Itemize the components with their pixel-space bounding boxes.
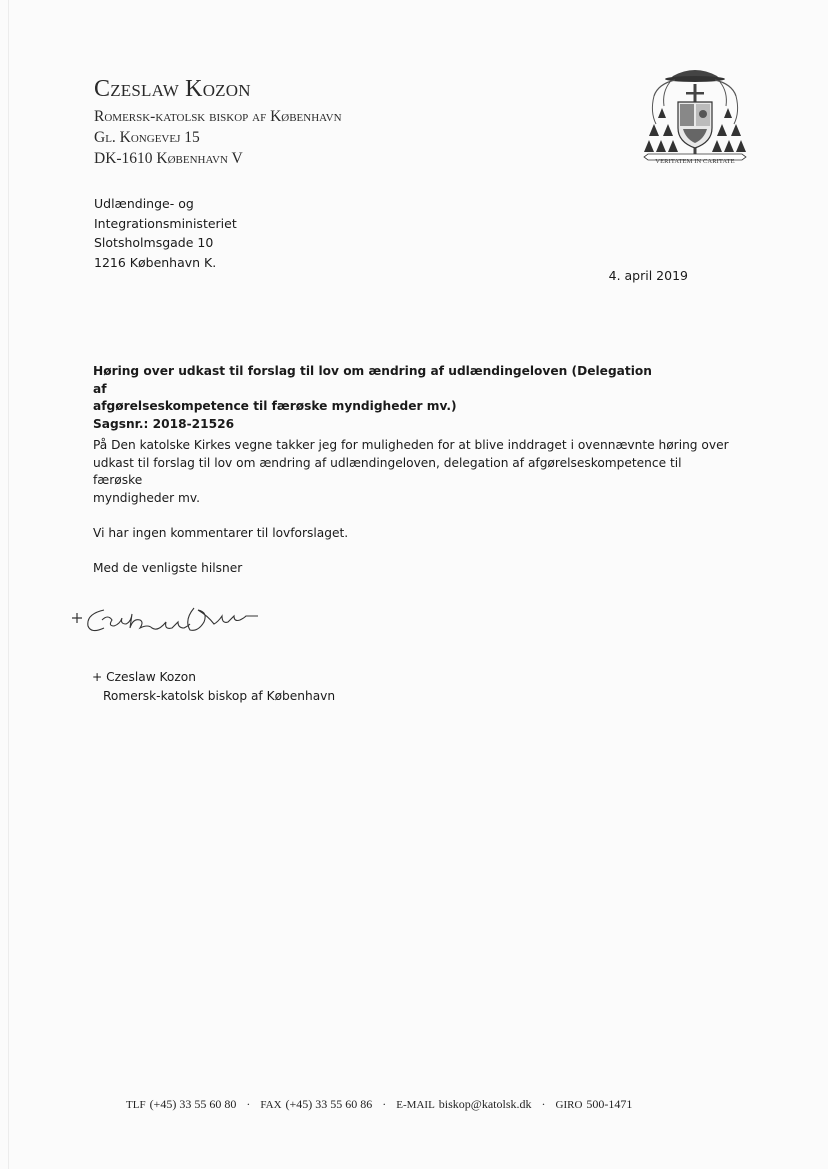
bishop-name: Czeslaw Kozon [94,76,251,102]
recipient-address [94,194,237,272]
handwritten-signature [66,600,266,640]
case-number: Sagsnr.: 2018-21526 [93,416,235,431]
footer-separator: · [541,1097,546,1111]
phone-number: (+45) 33 55 60 80 [149,1097,237,1111]
page-edge [8,0,9,1169]
recipient-line: Slotsholmsgade 10 [94,235,214,250]
footer-separator: · [382,1097,387,1111]
body-line: På Den katolske Kirkes vegne takker jeg for muligheden for at blive inddraget i ovennævnte høring over [93,438,729,452]
recipient-line: Udlændinge- og [94,196,194,211]
recipient-line: Integrationsministeriet [94,215,237,231]
body-paragraph [93,437,733,507]
subject-line: afgørelseskompetence til færøske myndigheder mv.) [93,399,457,413]
recipient-line: 1216 København K. [94,254,217,270]
body-line: myndigheder mv. [93,490,201,505]
footer-separator: · [246,1097,251,1111]
letter-body [93,437,733,595]
signer-title: Romersk-katolsk biskop af København [103,689,336,703]
email-address: biskop@katolsk.dk [438,1097,532,1111]
giro-number: 500-1471 [586,1097,633,1111]
letterhead-city: DK-1610 København V [94,150,243,167]
signer-name: + Czeslaw Kozon [92,670,196,684]
fax-label: FAX [260,1099,282,1111]
fax-number: (+45) 33 55 60 86 [285,1097,373,1111]
closing: Med de venligste hilsner [93,560,243,575]
giro-label: GIRO [555,1099,583,1111]
letterhead [94,76,342,169]
letter-date: 4. april 2019 [608,268,688,283]
subject-line: Høring over udkast til forslag til lov om ændring af udlændingeloven (Delegation af [93,364,652,396]
coat-of-arms-icon [640,62,750,170]
letterhead-title: Romersk-katolsk biskop af København [94,108,342,125]
crest-motto: VERITATEM IN CARITATE [655,158,735,165]
letterhead-street: Gl. Kongevej 15 [94,129,200,146]
body-line: udkast til forslag til lov om ændring af udlændingeloven, delegation af afgørelseskompetence til færøske [93,455,682,487]
signer-block [92,668,335,706]
body-paragraph: Vi har ingen kommentarer til lovforslaget. [93,525,349,540]
phone-label: TLF [126,1099,146,1111]
footer-contact [126,1097,632,1112]
subject [93,363,653,433]
email-label: E-MAIL [396,1099,435,1111]
